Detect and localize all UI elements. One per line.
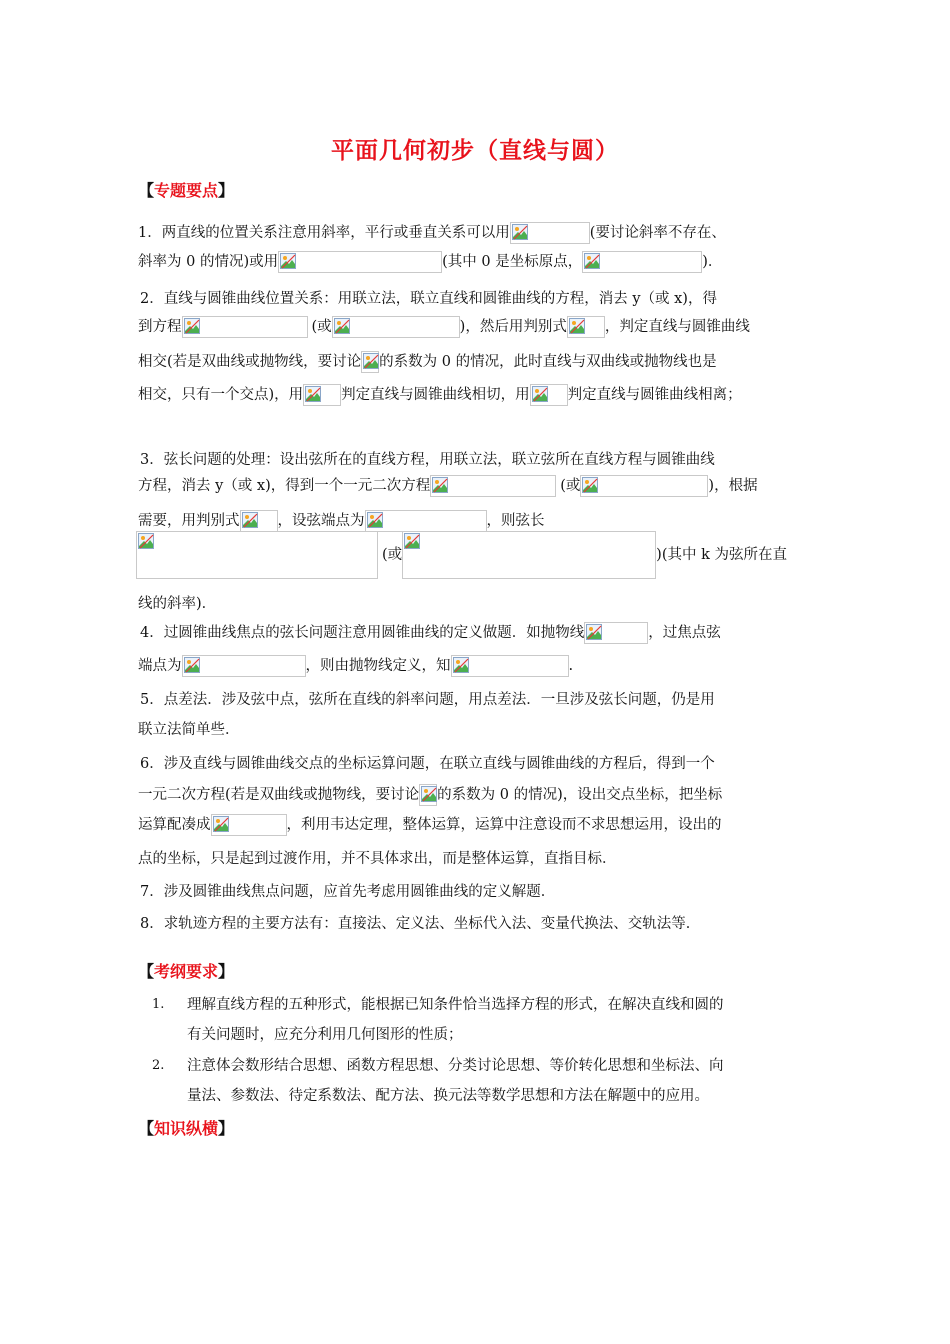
formula-image bbox=[582, 251, 702, 273]
point-8: 8．求轨迹方程的主要方法有：直接法、定义法、坐标代入法、变量代换法、交轨法等． bbox=[140, 916, 701, 932]
image-placeholder-icon bbox=[138, 533, 154, 549]
formula-image bbox=[451, 655, 569, 677]
formula-image bbox=[211, 814, 287, 836]
point-3-line-3: 需要，用判别式 ，设弦端点为 ，则弦长 bbox=[138, 510, 545, 532]
point-1-line-2: 斜率为 0 的情况)或用 (其中 0 是坐标原点， )． bbox=[138, 251, 722, 273]
image-placeholder-icon bbox=[432, 477, 448, 493]
image-placeholder-icon bbox=[184, 657, 200, 673]
formula-image bbox=[361, 351, 379, 373]
image-placeholder-icon bbox=[404, 533, 420, 549]
image-placeholder-icon bbox=[334, 318, 350, 334]
image-placeholder-icon bbox=[586, 624, 602, 640]
image-placeholder-icon bbox=[584, 253, 600, 269]
list-item-1-line-2: 有关问题时，应充分利用几何图形的性质； bbox=[187, 1027, 463, 1043]
point-3-line-1: 3．弦长问题的处理：设出弦所在的直线方程，用联立法，联立弦所在直线方程与圆锥曲线 bbox=[140, 452, 715, 468]
image-placeholder-icon bbox=[280, 253, 296, 269]
formula-image bbox=[365, 510, 487, 532]
point-2-line-4: 相交，只有一个交点)，用 判定直线与圆锥曲线相切，用 判定直线与圆锥曲线相离； bbox=[138, 384, 742, 406]
list-item-number: 2. bbox=[152, 1058, 165, 1073]
point-6-line-4: 点的坐标，只是起到过渡作用，并不具体求出，而是整体运算，直指目标． bbox=[138, 851, 617, 867]
chord-length-formula-image bbox=[136, 531, 378, 579]
point-2-line-3: 相交(若是双曲线或抛物线，要讨论 的系数为 0 的情况，此时直线与双曲线或抛物线也是 bbox=[138, 351, 717, 373]
point-3-line-2: 方程，消去 y（或 x)，得到一个一元二次方程 (或 )，根据 bbox=[138, 475, 758, 497]
list-item-number: 1. bbox=[152, 997, 165, 1012]
list-item-2-line-2: 量法、参数法、待定系数法、配方法、换元法等数学思想和方法在解题中的应用。 bbox=[187, 1088, 709, 1104]
formula-image bbox=[580, 475, 708, 497]
formula-image bbox=[332, 316, 460, 338]
formula-image bbox=[530, 384, 568, 406]
point-6-line-1: 6．涉及直线与圆锥曲线交点的坐标运算问题，在联立直线与圆锥曲线的方程后，得到一个 bbox=[140, 756, 715, 772]
page-title: 平面几何初步（直线与圆） bbox=[331, 138, 619, 164]
point-3-line-4: (或 )(其中 k 为弦所在直 bbox=[136, 531, 787, 579]
point-4-line-2: 端点为 ，则由抛物线定义，知 . bbox=[138, 655, 573, 677]
formula-image bbox=[182, 655, 306, 677]
formula-image bbox=[567, 316, 605, 338]
formula-image bbox=[510, 222, 590, 244]
image-placeholder-icon bbox=[305, 386, 321, 402]
image-placeholder-icon bbox=[213, 816, 229, 832]
image-placeholder-icon bbox=[512, 224, 528, 240]
formula-image bbox=[419, 784, 437, 806]
image-placeholder-icon bbox=[242, 512, 258, 528]
image-placeholder-icon bbox=[421, 786, 437, 802]
point-6-line-3: 运算配凑成 ，利用韦达定理，整体运算，运算中注意设而不求思想运用，设出的 bbox=[138, 814, 722, 836]
image-placeholder-icon bbox=[532, 386, 548, 402]
chord-length-formula-image bbox=[402, 531, 656, 579]
image-placeholder-icon bbox=[367, 512, 383, 528]
point-5-line-2: 联立法简单些． bbox=[138, 722, 240, 738]
image-placeholder-icon bbox=[363, 353, 379, 369]
point-6-line-2: 一元二次方程(若是双曲线或抛物线，要讨论 的系数为 0 的情况)，设出交点坐标，把坐标 bbox=[138, 784, 722, 806]
section-heading-knowledge: 【知识纵横】 bbox=[138, 1119, 235, 1138]
point-2-line-1: 2．直线与圆锥曲线位置关系：用联立法，联立直线和圆锥曲线的方程，消去 y（或 x)，得 bbox=[140, 291, 717, 307]
image-placeholder-icon bbox=[569, 318, 585, 334]
image-placeholder-icon bbox=[184, 318, 200, 334]
formula-image bbox=[430, 475, 556, 497]
point-5-line-1: 5．点差法．涉及弦中点，弦所在直线的斜率问题，用点差法．一旦涉及弦长问题，仍是用 bbox=[140, 692, 715, 708]
formula-image bbox=[303, 384, 341, 406]
point-4-line-1: 4．过圆锥曲线焦点的弦长问题注意用圆锥曲线的定义做题．如抛物线 ，过焦点弦 bbox=[140, 622, 721, 644]
point-1-line-1: 1．两直线的位置关系注意用斜率，平行或垂直关系可以用 (要讨论斜率不存在、 bbox=[138, 222, 726, 244]
point-7: 7．涉及圆锥曲线焦点问题，应首先考虑用圆锥曲线的定义解题． bbox=[140, 884, 556, 900]
section-heading-key-points: 【专题要点】 bbox=[138, 181, 235, 200]
list-item-2-line-1: 注意体会数形结合思想、函数方程思想、分类讨论思想、等价转化思想和坐标法、向 bbox=[187, 1058, 724, 1074]
point-3-line-5: 线的斜率)． bbox=[138, 596, 217, 612]
point-2-line-2: 到方程 (或 )，然后用判别式 ，判定直线与圆锥曲线 bbox=[138, 316, 750, 338]
formula-image bbox=[240, 510, 278, 532]
formula-image bbox=[278, 251, 442, 273]
image-placeholder-icon bbox=[453, 657, 469, 673]
formula-image bbox=[584, 622, 648, 644]
list-item-1-line-1: 理解直线方程的五种形式，能根据已知条件恰当选择方程的形式，在解决直线和圆的 bbox=[187, 997, 724, 1013]
section-heading-requirements: 【考纲要求】 bbox=[138, 962, 235, 981]
formula-image bbox=[182, 316, 308, 338]
image-placeholder-icon bbox=[582, 477, 598, 493]
